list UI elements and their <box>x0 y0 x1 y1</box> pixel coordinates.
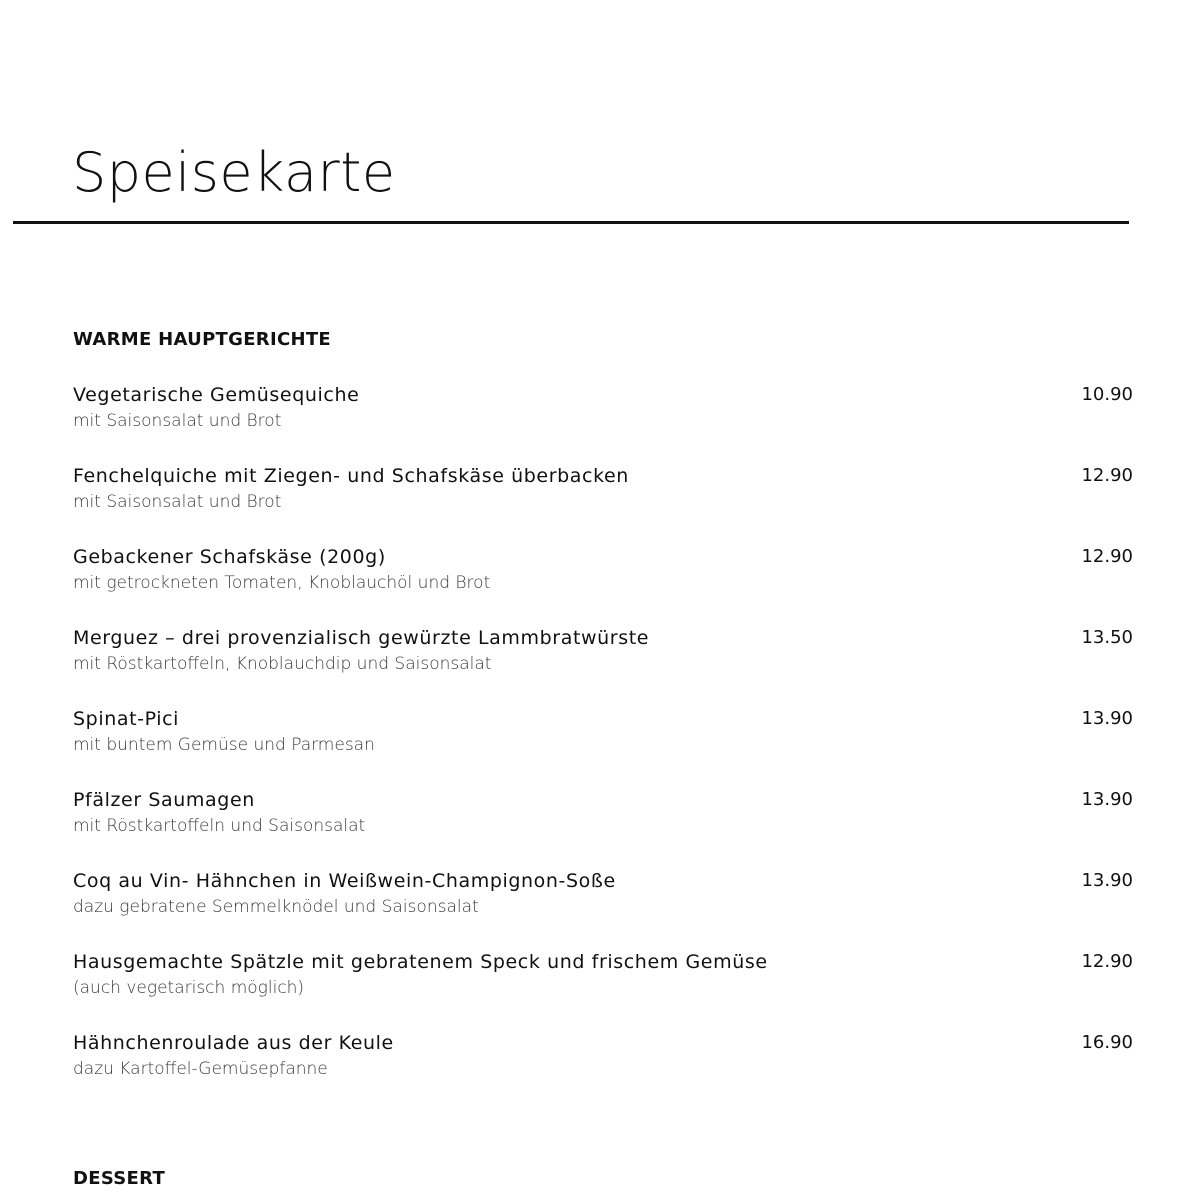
dish-description: mit Röstkartoffeln, Knoblauchdip und Saisonsalat <box>73 654 492 674</box>
dish-price: 13.90 <box>1081 789 1133 810</box>
section-heading-warm-main-dishes: WARME HAUPTGERICHTE <box>73 329 332 350</box>
dish-name: Coq au Vin- Hähnchen in Weißwein-Champignon-Soße <box>73 870 616 892</box>
dish-price: 13.90 <box>1081 870 1133 891</box>
dish-price: 16.90 <box>1081 1032 1133 1053</box>
menu-item <box>73 706 1143 787</box>
dish-name: Hausgemachte Spätzle mit gebratenem Speck und frischem Gemüse <box>73 951 768 973</box>
dish-name: Hähnchenroulade aus der Keule <box>73 1032 394 1054</box>
dish-description: mit getrockneten Tomaten, Knoblauchöl und Brot <box>73 573 491 593</box>
menu-item <box>73 949 1143 1030</box>
dish-name: Vegetarische Gemüsequiche <box>73 384 360 406</box>
dish-description: (auch vegetarisch möglich) <box>73 978 305 998</box>
dish-description: mit Saisonsalat und Brot <box>73 411 282 431</box>
dish-price: 10.90 <box>1081 384 1133 405</box>
dish-description: dazu gebratene Semmelknödel und Saisonsalat <box>73 897 479 917</box>
dish-description: dazu Kartoffel-Gemüsepfanne <box>73 1059 328 1079</box>
title-divider <box>13 221 1129 224</box>
dish-price: 12.90 <box>1081 465 1133 486</box>
menu-item <box>73 625 1143 706</box>
dish-price: 12.90 <box>1081 951 1133 972</box>
page-title: Speisekarte <box>72 141 396 204</box>
dish-name: Gebackener Schafskäse (200g) <box>73 546 386 568</box>
menu-item <box>73 868 1143 949</box>
section-heading-dessert: DESSERT <box>73 1168 166 1189</box>
menu-item <box>73 382 1143 463</box>
dish-price: 12.90 <box>1081 546 1133 567</box>
dish-name: Fenchelquiche mit Ziegen- und Schafskäse überbacken <box>73 465 629 487</box>
dish-name: Spinat-Pici <box>73 708 180 730</box>
dish-description: mit Röstkartoffeln und Saisonsalat <box>73 816 366 836</box>
dish-price: 13.90 <box>1081 708 1133 729</box>
menu-item <box>73 544 1143 625</box>
dish-description: mit Saisonsalat und Brot <box>73 492 282 512</box>
menu-list-warm-main-dishes <box>73 382 1143 1111</box>
menu-item <box>73 1030 1143 1111</box>
menu-item <box>73 787 1143 868</box>
dish-description: mit buntem Gemüse und Parmesan <box>73 735 375 755</box>
dish-name: Merguez – drei provenzialisch gewürzte Lammbratwürste <box>73 627 650 649</box>
dish-name: Pfälzer Saumagen <box>73 789 255 811</box>
dish-price: 13.50 <box>1081 627 1133 648</box>
menu-item <box>73 463 1143 544</box>
